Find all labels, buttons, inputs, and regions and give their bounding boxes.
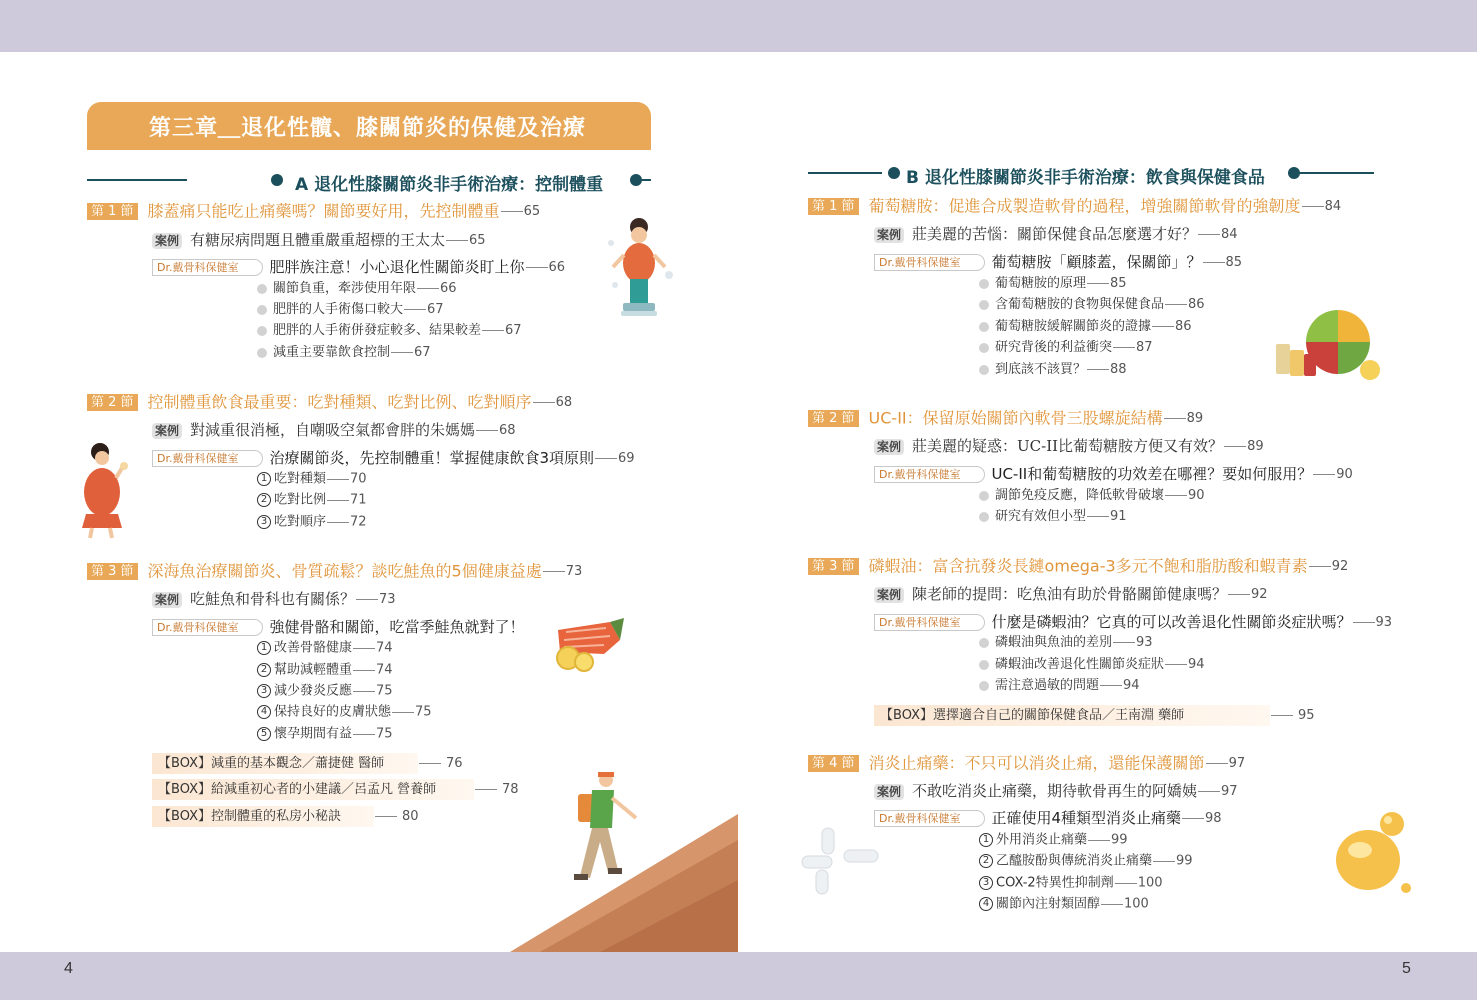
list-item[interactable]: 磷蝦油與魚油的差別 93	[979, 636, 1153, 649]
list-item[interactable]: 需注意過敏的問題 94	[979, 679, 1140, 692]
list-item[interactable]: 調節免疫反應，降低軟骨破壞 90	[979, 489, 1205, 502]
list-item[interactable]: 1 改善骨骼健康 74	[257, 641, 393, 655]
case-entry[interactable]: 案例 不敢吃消炎止痛藥，期待軟骨再生的阿嬌姨 97	[874, 783, 1238, 800]
list-item[interactable]: 2 幫助減輕體重 74	[257, 663, 393, 677]
hiker-climbing-illustration	[480, 770, 738, 952]
case-entry[interactable]: 案例 有糖尿病問題且體重嚴重超標的王太太 65	[152, 232, 486, 249]
case-entry[interactable]: 案例 吃鮭魚和骨科也有關係？ 73	[152, 591, 396, 608]
box-entry[interactable]: 【BOX】選擇適合自己的關節保健食品／王南淵 藥師 95	[874, 705, 1315, 726]
salmon-illustration	[548, 616, 628, 672]
list-item[interactable]: 研究背後的利益衝突 87	[979, 341, 1153, 354]
toc-section-1-1[interactable]: 第 1 節 膝蓋痛只能吃止痛藥嗎？關節要好用，先控制體重 65	[87, 203, 540, 220]
left-page-number: 4	[64, 960, 73, 977]
dr-clinic-entry[interactable]: Dr.戴骨科保健室 肥胖族注意！小心退化性關節炎盯上你 66	[152, 259, 565, 276]
toc-section-1-2[interactable]: 第 2 節 控制體重飲食最重要：吃對種類、吃對比例、吃對順序 68	[87, 394, 572, 411]
box-entry[interactable]: 【BOX】減重的基本觀念／蕭捷健 醫師 76	[152, 753, 463, 774]
list-item[interactable]: 磷蝦油改善退化性關節炎症狀 94	[979, 658, 1205, 671]
toc-section-2-3[interactable]: 第 3 節 磷蝦油：富含抗發炎長鏈omega-3多元不飽和脂肪酸和蝦青素 92	[808, 558, 1348, 575]
dr-clinic-entry[interactable]: Dr.戴骨科保健室 強健骨骼和關節，吃當季鮭魚就對了！	[152, 619, 525, 636]
toc-section-2-1[interactable]: 第 1 節 葡萄糖胺：促進合成製造軟骨的過程，增強關節軟骨的強韌度 84	[808, 198, 1341, 215]
list-item[interactable]: 4 關節內注射類固醇 100	[979, 897, 1149, 911]
part-heading-b: B 退化性膝關節炎非手術治療：飲食與保健食品	[808, 163, 1374, 183]
case-entry[interactable]: 案例 莊美麗的苦惱：關節保健食品怎麼選才好？ 84	[874, 226, 1238, 243]
box-entry[interactable]: 【BOX】給減重初心者的小建議／呂孟凡 營養師 78	[152, 779, 519, 800]
supplements-illustration	[1272, 306, 1392, 382]
list-item[interactable]: 肥胖的人手術傷口較大 67	[257, 303, 444, 316]
list-item[interactable]: 3 減少發炎反應 75	[257, 684, 393, 698]
top-band	[0, 0, 1477, 52]
list-item[interactable]: 5 懷孕期間有益 75	[257, 727, 393, 741]
part-heading-a: A 退化性膝關節炎非手術治療：控制體重	[87, 170, 651, 190]
woman-on-scale-illustration	[603, 215, 677, 319]
list-item[interactable]: 3 吃對順序 72	[257, 515, 367, 529]
dr-clinic-entry[interactable]: Dr.戴骨科保健室 葡萄糖胺「顧膝蓋，保關節」？ 85	[874, 254, 1242, 271]
list-item[interactable]: 1 吃對種類 70	[257, 472, 367, 486]
list-item[interactable]: 到底該不該買？ 88	[979, 363, 1127, 376]
list-item[interactable]: 4 保持良好的皮膚狀態 75	[257, 705, 432, 719]
toc-section-1-3[interactable]: 第 3 節 深海魚治療關節炎、骨質疏鬆？談吃鮭魚的5個健康益處 73	[87, 563, 582, 580]
dr-clinic-entry[interactable]: Dr.戴骨科保健室 什麼是磷蝦油？它真的可以改善退化性關節炎症狀嗎？ 93	[874, 614, 1392, 631]
right-page-number: 5	[1402, 960, 1411, 977]
case-entry[interactable]: 案例 對減重很消極，自嘲吸空氣都會胖的朱媽媽 68	[152, 422, 516, 439]
dr-clinic-entry[interactable]: Dr.戴骨科保健室 治療關節炎，先控制體重！掌握健康飲食3項原則 69	[152, 450, 635, 467]
woman-eating-illustration	[78, 442, 132, 540]
toc-section-2-2[interactable]: 第 2 節 UC-II：保留原始關節內軟骨三股螺旋結構 89	[808, 410, 1203, 427]
list-item[interactable]: 關節負重，牽涉使用年限 66	[257, 282, 457, 295]
list-item[interactable]: 1 外用消炎止痛藥 99	[979, 833, 1128, 847]
list-item[interactable]: 減重主要靠飲食控制 67	[257, 346, 431, 359]
case-entry[interactable]: 案例 陳老師的提問：吃魚油有助於骨骼關節健康嗎？ 92	[874, 586, 1268, 603]
box-entry[interactable]: 【BOX】控制體重的私房小秘訣 80	[152, 806, 419, 827]
bottom-band	[0, 952, 1477, 1000]
dr-clinic-entry[interactable]: Dr.戴骨科保健室 正確使用4種類型消炎止痛藥 98	[874, 810, 1222, 827]
dr-clinic-entry[interactable]: Dr.戴骨科保健室 UC-II和葡萄糖胺的功效差在哪裡？要如何服用？ 90	[874, 466, 1353, 483]
case-entry[interactable]: 案例 莊美麗的疑惑：UC-II比葡萄糖胺方便又有效？ 89	[874, 438, 1264, 455]
pills-illustration	[796, 826, 882, 896]
toc-section-2-4[interactable]: 第 4 節 消炎止痛藥：不只可以消炎止痛，還能保護關節 97	[808, 755, 1245, 772]
list-item[interactable]: 2 乙醯胺酚與傳統消炎止痛藥 99	[979, 854, 1193, 868]
list-item[interactable]: 葡萄糖胺緩解關節炎的證據 86	[979, 320, 1192, 333]
list-item[interactable]: 葡萄糖胺的原理 85	[979, 277, 1127, 290]
list-item[interactable]: 肥胖的人手術併發症較多、結果較差 67	[257, 324, 522, 337]
chapter-title: 第三章＿退化性髖、膝關節炎的保健及治療	[87, 102, 651, 150]
list-item[interactable]: 研究有效但小型 91	[979, 510, 1127, 523]
list-item[interactable]: 含葡萄糖胺的食物與保健食品 86	[979, 298, 1205, 311]
list-item[interactable]: 2 吃對比例 71	[257, 493, 367, 507]
list-item[interactable]: 3 COX-2特異性抑制劑 100	[979, 876, 1163, 890]
oil-capsule-illustration	[1330, 806, 1416, 896]
